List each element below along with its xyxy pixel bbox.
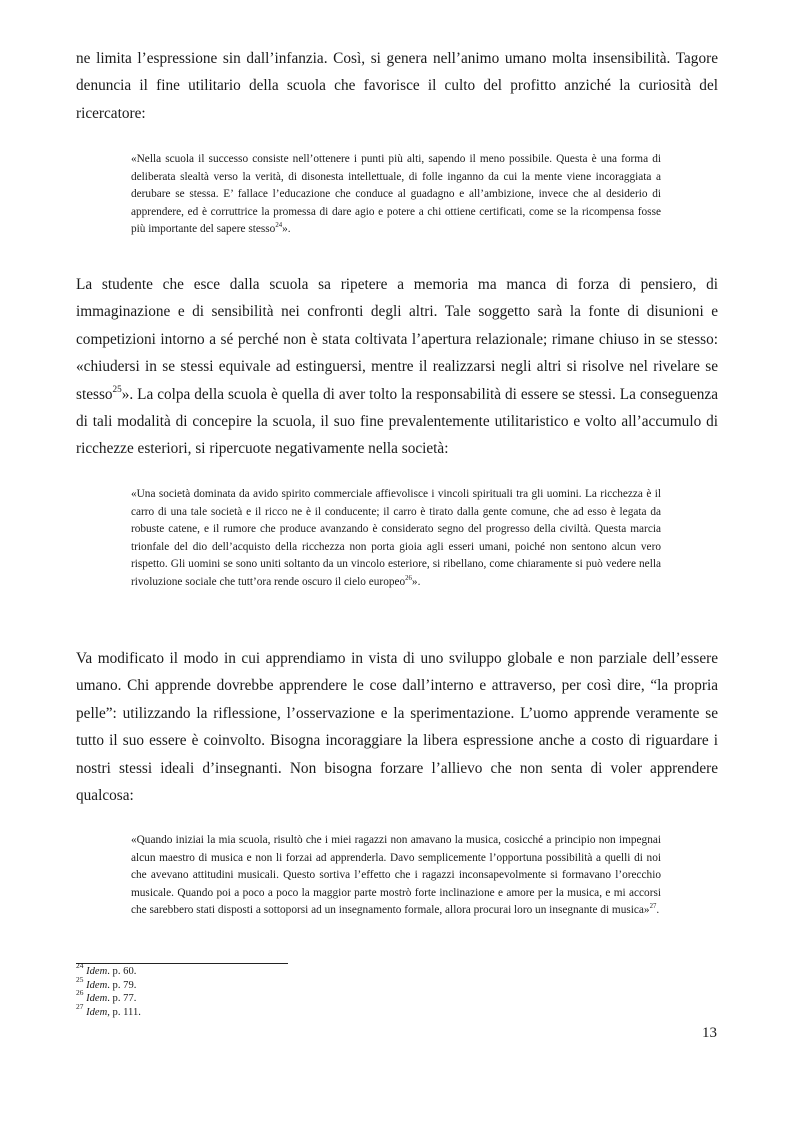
footnote-ref-25: 25: [112, 383, 122, 394]
block-quote-1: [131, 151, 661, 239]
paragraph-2-text-a: La studente che esce dalla scuola sa ripetere a memoria ma manca di forza di pensiero, di immaginazione e di sensibilità nei confronti degli altri. Tale soggetto sarà la fonte di disunioni e competizioni intorno a sé perché non è stata coltivata l’apertura relazionale; rimane chiuso in se stesso: «chiudersi in se stessi equivale ad estinguersi, mentre il realizzarsi negli altri si risolve nel rivelare se stesso: [76, 276, 718, 403]
footnote-page: , p. 111.: [107, 1006, 141, 1018]
footnote-number: 27: [76, 1001, 84, 1011]
page-number: 13: [702, 1025, 717, 1041]
footnote-separator: [76, 963, 288, 964]
footnote-source: Idem: [86, 979, 108, 991]
footnote-26: [76, 988, 141, 1006]
footnote-source: Idem: [86, 993, 108, 1005]
block-quote-1-text: «Nella scuola il successo consiste nell’ottenere i punti più alti, sapendo il meno possibile. Questa è una forma di deliberata slealtà verso la verità, di disonesta intellettuale, di folle inganno da cui la mente viene incoraggiata a derubare se stessa. E’ fallace l’educazione che conduce al guadagno e all’ambizione, invece che al desiderio di apprendere, ed è corruttrice la promessa di dare agio e potere a chi ottiene certificati, come se la ricompensa fosse più importante del sapere stesso: [131, 153, 661, 236]
footnote-page: . p. 77.: [107, 993, 137, 1005]
footnote-page: . p. 60.: [107, 966, 137, 977]
footnote-27: [76, 1001, 141, 1020]
paragraph-2: [76, 271, 718, 463]
block-quote-3-text: «Quando iniziai la mia scuola, risultò che i miei ragazzi non amavano la musica, cosicché a principio non impegnai alcun maestro di musica e non li forzai ad apprenderla. Davo semplicemente l’opportuna possibilità a quelli di noi che avevano attitudini musicali. Questo sortiva l’effetto che i ragazzi inconsapevolmente si formavano l’orecchio musicale. Quando poi a poco a poco la maggior parte mostrò forte inclinazione e amore per la musica, e mi accorsi che sarebbero stati disposti a sottoporsi ad un insegnamento formale, allora procurai loro un insegnante di musica»: [131, 834, 661, 917]
block-quote-2-text: «Una società dominata da avido spirito commerciale affievolisce i vincoli spirituali tra gli uomini. La ricchezza è il carro di una tale società e il ricco ne è il conducente; il carro è tirato dalla gente comune, che ad esso è legata da robuste catene, e il rumore che produce avanzando è considerato segno del progresso della civiltà. Questa marcia trionfale del dio dell’acquisto della ricchezza non porta gioia agli esseri umani, poiché non sentono alcun vero rispetto. Gli uomini se sono uniti soltanto da un vincolo esteriore, si ribellano, come chiaramente si può vedere nella rivoluzione sociale che tutt’ora rende oscuro il cielo europeo: [131, 488, 661, 588]
paragraph-3: [76, 645, 718, 809]
footnote-ref-26: 26: [405, 574, 412, 582]
paragraph-1: [76, 45, 718, 127]
block-quote-2: [131, 486, 661, 592]
footnotes: [76, 961, 141, 1019]
block-quote-1-end: ».: [282, 223, 291, 236]
paragraph-1-text: ne limita l’espressione sin dall’infanzia. Così, si genera nell’animo umano molta insensibilità. Tagore denuncia il fine utilitario della scuola che favorisce il culto del profitto anziché la curiosità del ricercatore:: [76, 50, 718, 122]
footnote-25: [76, 974, 141, 993]
footnote-24: [76, 961, 141, 979]
footnote-ref-27: 27: [649, 902, 657, 910]
footnote-ref-24: 24: [275, 221, 283, 229]
footnote-source: Idem: [86, 966, 108, 977]
block-quote-3: [131, 832, 661, 920]
footnote-source: Idem: [86, 1006, 108, 1018]
paragraph-3-text: Va modificato il modo in cui apprendiamo in vista di uno sviluppo globale e non parziale dell’essere umano. Chi apprende dovrebbe apprendere le cose dall’interno e attraverso, per così dire, “la propria pelle”: utilizzando la riflessione, l’osservazione e la sperimentazione. L’uomo apprende veramente se tutto il suo essere è coinvolto. Bisogna incoraggiare la libera espressione anche a costo di riguardare i nostri stessi ideali d’insegnanti. Non bisogna forzare l’allievo che non senta di voler apprendere qualcosa:: [76, 650, 718, 805]
paragraph-2-text-b: ». La colpa della scuola è quella di aver tolto la responsabilità di essere se stessi. La conseguenza di tali modalità di concepire la scuola, il suo fine prevalentemente utilitaristico e volto all’accumulo di ricchezze esteriori, si ripercuote negativamente nella società:: [76, 385, 718, 458]
footnote-number: 26: [76, 988, 84, 998]
block-quote-2-end: ».: [411, 575, 421, 588]
block-quote-3-end: .: [656, 904, 660, 917]
footnote-page: . p. 79.: [107, 979, 137, 991]
footnote-number: 24: [76, 961, 84, 970]
footnote-number: 25: [76, 974, 84, 984]
